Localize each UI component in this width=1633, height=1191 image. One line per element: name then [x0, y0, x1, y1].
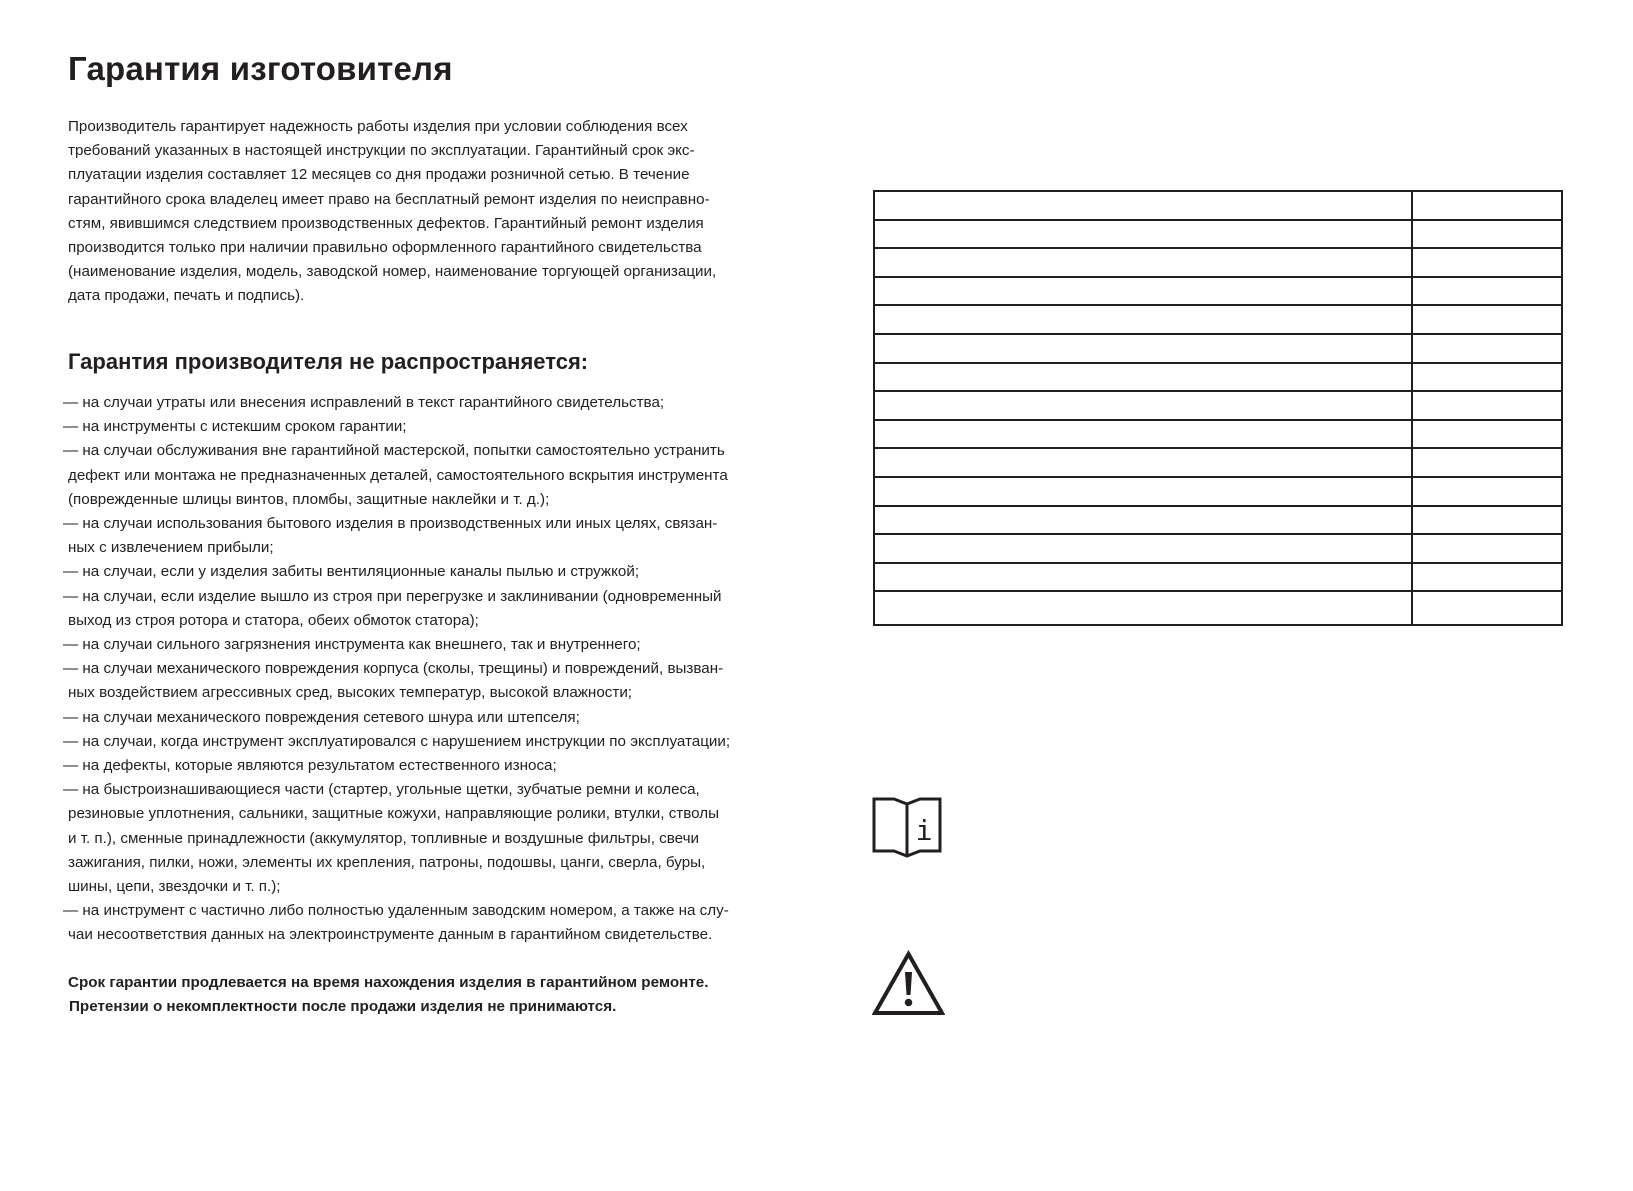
intro-line: Производитель гарантирует надежность работы изделия при условии соблюдения всех	[68, 118, 688, 135]
exclusion-line: — на инструмент с частично либо полностью удаленным заводским номером, а также на слу-	[63, 902, 729, 920]
exclusion-line: дефект или монтажа не предназначенных деталей, самостоятельного вскрытия инструмента	[68, 466, 728, 484]
table-cell[interactable]	[1412, 191, 1562, 220]
exclusion-line: чаи несоответствия данных на электроинструменте данным в гарантийном свидетельстве.	[68, 926, 713, 944]
table-cell[interactable]	[1412, 448, 1562, 477]
intro-line: плуатации изделия составляет 12 месяцев со дня продажи розничной сетью. В течение	[68, 166, 690, 184]
table-row	[874, 363, 1562, 392]
exclusion-item	[63, 899, 783, 947]
exclusion-item	[63, 730, 783, 754]
warranty-record-table	[873, 190, 1563, 626]
exclusion-line: — на случаи механического повреждения корпуса (сколы, трещины) и повреждений, вызван-	[63, 660, 724, 678]
table-cell[interactable]	[874, 363, 1412, 392]
exclusion-item	[63, 657, 783, 705]
table-row	[874, 391, 1562, 420]
table-cell[interactable]	[1412, 591, 1562, 625]
exclusion-line: ных с извлечением прибыли;	[68, 539, 274, 557]
exclusion-line: — на инструменты с истекшим сроком гарантии;	[63, 418, 407, 436]
intro-line: стям, явившимся следствием производственных дефектов. Гарантийный ремонт изделия	[68, 214, 704, 232]
exclusions-list	[63, 391, 783, 948]
exclusion-item	[63, 585, 783, 633]
table-row	[874, 563, 1562, 592]
table-row	[874, 534, 1562, 563]
exclusion-line: — на случаи, когда инструмент эксплуатировался с нарушением инструкции по эксплуатации;	[63, 732, 731, 750]
table-cell[interactable]	[1412, 363, 1562, 392]
table-cell[interactable]	[1412, 334, 1562, 363]
table-row	[874, 506, 1562, 535]
exclusion-item	[63, 706, 783, 730]
exclusion-item	[63, 754, 783, 778]
table-cell[interactable]	[1412, 534, 1562, 563]
table-row	[874, 248, 1562, 277]
table-row	[874, 334, 1562, 363]
table-cell[interactable]	[874, 591, 1412, 625]
exclusion-item	[63, 391, 783, 415]
exclusion-item	[63, 439, 783, 512]
exclusion-item	[63, 633, 783, 657]
table-cell[interactable]	[874, 191, 1412, 220]
table-cell[interactable]	[874, 477, 1412, 506]
table-cell[interactable]	[874, 534, 1412, 563]
table-row	[874, 448, 1562, 477]
exclusion-line: резиновые уплотнения, сальники, защитные кожухи, направляющие ролики, втулки, стволы	[68, 805, 720, 823]
exclusion-line: — на случаи, если изделие вышло из строя при перегрузке и заклинивании (одновременный	[63, 587, 722, 605]
table-cell[interactable]	[874, 334, 1412, 363]
exclusion-line: — на дефекты, которые являются результатом естественного износа;	[63, 757, 557, 775]
read-manual-info-icon	[872, 796, 942, 858]
table-row	[874, 591, 1562, 625]
exclusion-line: — на случаи обслуживания вне гарантийной мастерской, попытки самостоятельно устранить	[63, 442, 725, 460]
warning-triangle-icon	[872, 950, 945, 1016]
table-row	[874, 477, 1562, 506]
table-cell[interactable]	[1412, 248, 1562, 277]
table-cell[interactable]	[874, 420, 1412, 449]
exclusion-line: шины, цепи, звездочки и т. п.);	[68, 878, 281, 896]
intro-line: производится только при наличии правильно оформленного гарантийного свидетельства	[68, 239, 702, 257]
exclusion-line: и т. п.), сменные принадлежности (аккумулятор, топливные и воздушные фильтры, свечи	[68, 829, 699, 847]
exclusion-item	[63, 778, 783, 899]
note-extension: Срок гарантии продлевается на время нахождения изделия в гарантийном ремонте.	[68, 974, 709, 991]
table-row	[874, 191, 1562, 220]
table-cell[interactable]	[874, 220, 1412, 249]
intro-line: требований указанных в настоящей инструкции по эксплуатации. Гарантийный срок экс-	[68, 142, 695, 160]
table-row	[874, 420, 1562, 449]
table-cell[interactable]	[1412, 563, 1562, 592]
table-cell[interactable]	[1412, 305, 1562, 334]
table-row	[874, 220, 1562, 249]
table-row	[874, 305, 1562, 334]
note-completeness: Претензии о некомплектности после продажи изделия не принимаются.	[69, 998, 617, 1016]
table-cell[interactable]	[1412, 220, 1562, 249]
table-cell[interactable]	[874, 248, 1412, 277]
exclusion-line: ных воздействием агрессивных сред, высоких температур, высокой влажности;	[68, 684, 633, 702]
exclusion-item	[63, 415, 783, 439]
table-cell[interactable]	[874, 277, 1412, 306]
table-cell[interactable]	[874, 448, 1412, 477]
table-cell[interactable]	[874, 391, 1412, 420]
exclusion-line: выход из строя ротора и статора, обеих обмоток статора);	[68, 611, 479, 629]
table-cell[interactable]	[874, 506, 1412, 535]
exclusions-title: Гарантия производителя не распространяется:	[68, 349, 589, 374]
exclusion-line: — на случаи использования бытового изделия в производственных или иных целях, связан-	[63, 515, 718, 533]
intro-line: (наименование изделия, модель, заводской номер, наименование торгующей организации,	[68, 263, 717, 281]
intro-line: дата продажи, печать и подпись).	[68, 287, 305, 305]
exclusion-item	[63, 560, 783, 584]
exclusion-line: (поврежденные шлицы винтов, пломбы, защитные наклейки и т. д.);	[68, 490, 550, 508]
exclusion-line: — на случаи утраты или внесения исправлений в текст гарантийного свидетельства;	[63, 394, 665, 411]
table-cell[interactable]	[1412, 420, 1562, 449]
table-cell[interactable]	[1412, 477, 1562, 506]
exclusion-line: — на случаи, если у изделия забиты вентиляционные каналы пылью и стружкой;	[63, 563, 640, 581]
page-title: Гарантия изготовителя	[68, 50, 453, 87]
table-row	[874, 277, 1562, 306]
exclusion-line: — на случаи сильного загрязнения инструмента как внешнего, так и внутреннего;	[63, 636, 641, 654]
intro-line: гарантийного срока владелец имеет право на бесплатный ремонт изделия по неисправно-	[68, 190, 710, 208]
table-cell[interactable]	[1412, 506, 1562, 535]
table-cell[interactable]	[874, 563, 1412, 592]
exclusion-line: зажигания, пилки, ножи, элементы их крепления, патроны, подошвы, цанги, сверла, буры,	[68, 853, 706, 871]
exclusion-line: — на случаи механического повреждения сетевого шнура или штепселя;	[63, 708, 580, 726]
table-cell[interactable]	[1412, 277, 1562, 306]
exclusion-item	[63, 512, 783, 560]
exclusion-line: — на быстроизнашивающиеся части (стартер, угольные щетки, зубчатые ремни и колеса,	[63, 781, 700, 799]
warranty-notes	[68, 971, 708, 1019]
table-cell[interactable]	[874, 305, 1412, 334]
info-glyph: i	[915, 814, 933, 847]
intro-paragraph	[68, 115, 768, 309]
table-cell[interactable]	[1412, 391, 1562, 420]
